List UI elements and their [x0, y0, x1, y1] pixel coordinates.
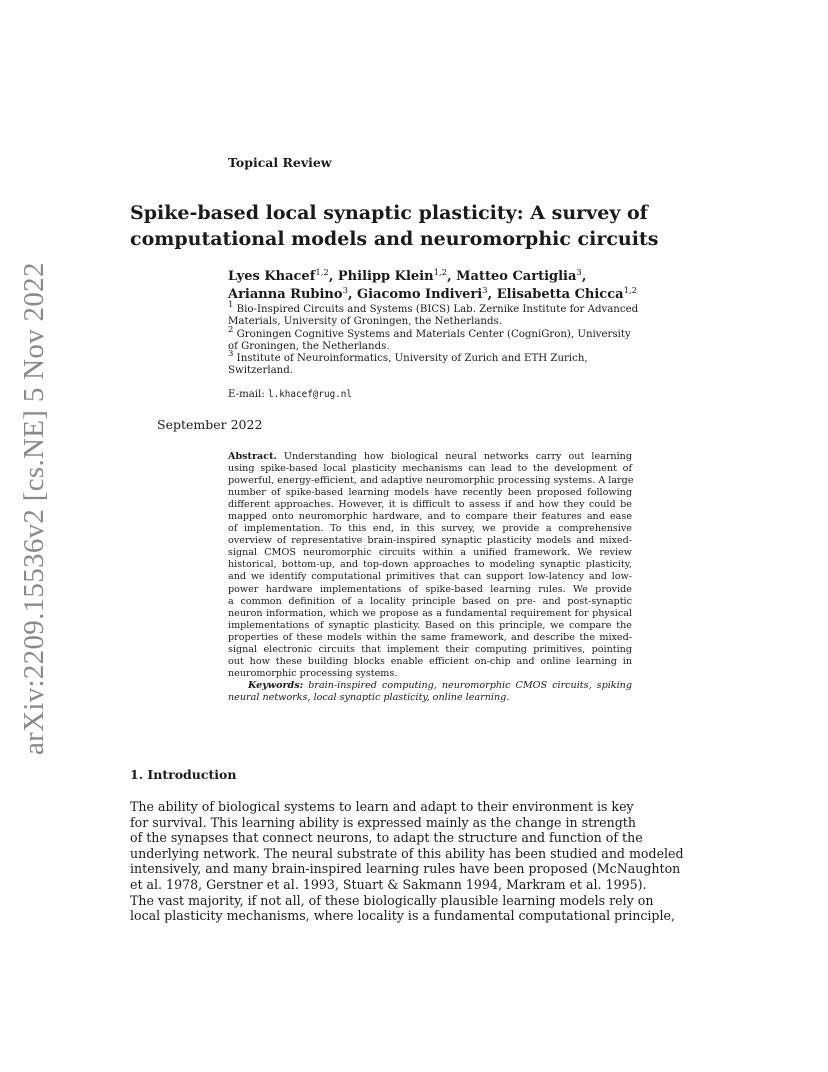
abstract	[228, 451, 632, 704]
abstract-line: different approaches. However, it is difficult to assess if and how they could be	[228, 499, 632, 511]
author-affiliation-marker: 3	[342, 286, 348, 296]
affiliation	[228, 349, 638, 378]
author-name: Elisabetta Chicca	[496, 287, 624, 302]
title-line: Spike-based local synaptic plasticity: A survey of	[130, 202, 648, 224]
title-line: computational models and neuromorphic circuits	[130, 228, 659, 250]
author-name: Lyes Khacef	[228, 269, 316, 284]
email-address[interactable]: l.khacef@rug.nl	[268, 389, 352, 400]
author-affiliation-marker: 3	[482, 286, 488, 296]
affiliation	[228, 300, 639, 329]
author-affiliation-marker: 1,2	[433, 268, 448, 278]
section-heading-introduction: 1. Introduction	[130, 767, 237, 782]
affiliation-list	[228, 300, 639, 378]
email-label: E-mail:	[228, 389, 265, 400]
affiliation-text: Groningen Cognitive Systems and Materials Center (CogniGron), University	[236, 328, 631, 340]
abstract-text: Understanding how biological neural networks carry out learning	[283, 451, 632, 462]
abstract-line: out how these building blocks enable efficient on-chip and online learning in	[228, 655, 632, 667]
affiliation-number: 2	[228, 324, 234, 335]
affiliation-number: 1	[228, 300, 234, 310]
author-name: Philipp Klein	[337, 269, 434, 284]
author-affiliation-marker: 3	[576, 268, 582, 278]
keywords-label: Keywords:	[248, 679, 304, 691]
article-type-label: Topical Review	[228, 155, 332, 170]
author-list	[228, 268, 637, 304]
abstract-line: implementations of synaptic plasticity. Based on this principle, we compare the	[228, 619, 632, 631]
introduction-paragraph	[130, 799, 684, 924]
abstract-label: Abstract.	[228, 451, 277, 462]
affiliation-text: Institute of Neuroinformatics, University of Zurich and ETH Zurich,	[236, 353, 588, 365]
body-line: underlying network. The neural substrate of this ability has been studied and modeled	[130, 845, 684, 861]
abstract-line: powerful, energy-efficient, and adaptive neuromorphic processing systems. A large	[228, 475, 634, 487]
body-line: local plasticity mechanisms, where locality is a fundamental computational principle,	[130, 908, 675, 924]
abstract-line: and we identify computational primitives that can support low-latency and low-	[228, 571, 632, 583]
author-name: Arianna Rubino	[228, 287, 343, 302]
author-separator: ,	[447, 269, 457, 284]
keywords-text: brain-inspired computing, neuromorphic CMOS circuits, spiking	[308, 679, 632, 691]
body-line: The ability of biological systems to learn and adapt to their environment is key	[130, 799, 634, 814]
author-separator: ,	[347, 287, 358, 302]
author-separator: ,	[581, 269, 587, 284]
affiliation-line	[228, 324, 638, 341]
affiliation-line: of Groningen, the Netherlands.	[228, 340, 390, 352]
paper-title	[130, 200, 690, 252]
contact-email	[228, 389, 352, 400]
abstract-line: signal CMOS neuromorphic circuits within a unified framework. We review	[228, 547, 632, 559]
abstract-line: using spike-based local plasticity mechanisms can lead to the development of	[228, 463, 632, 475]
author-name: Matteo Cartiglia	[456, 269, 577, 284]
abstract-line: power hardware implementations of spike-based learning rules. We provide	[228, 583, 632, 595]
body-line: for survival. This learning ability is expressed mainly as the change in strength	[130, 814, 636, 830]
abstract-line: signal electronic circuits that implement their computing primitives, pointing	[228, 643, 632, 655]
publication-date: September 2022	[157, 417, 263, 432]
author-name: Giacomo Indiveri	[357, 287, 483, 302]
body-line: intensively, and many brain-inspired learning rules have been proposed (McNaughton	[130, 861, 681, 877]
keywords-line	[228, 680, 632, 692]
abstract-line: a common definition of a locality principle based on pre- and post-synaptic	[228, 595, 632, 607]
affiliation-line	[228, 300, 639, 316]
abstract-line	[228, 451, 632, 463]
author-line	[228, 286, 637, 304]
author-affiliation-marker: 1,2	[623, 286, 638, 296]
affiliation-line: Switzerland.	[228, 365, 293, 377]
affiliation	[228, 324, 638, 354]
abstract-line: mapped onto neuromorphic hardware, and to compare their features and ease	[228, 511, 632, 523]
abstract-line: properties of these models within the same framework, and describe the mixed-	[228, 631, 632, 643]
author-separator: ,	[328, 269, 338, 284]
affiliation-number: 3	[228, 349, 234, 360]
author-separator: ,	[487, 287, 497, 302]
abstract-line: historical, bottom-up, and top-down approaches to modeling synaptic plasticity,	[228, 559, 632, 571]
abstract-line: neuron information, which we propose as a fundamental requirement for physical	[228, 607, 632, 619]
body-line: of the synapses that connect neurons, to adapt the structure and function of the	[130, 830, 643, 846]
body-line: et al. 1978, Gerstner et al. 1993, Stuart & Sakmann 1994, Markram et al. 1995).	[130, 876, 647, 892]
abstract-line: overview of representative brain-inspired synaptic plasticity models and mixed-	[228, 535, 632, 547]
affiliation-line	[228, 349, 638, 365]
keywords-line: neural networks, local synaptic plasticity, online learning.	[228, 691, 510, 703]
affiliation-text: Bio-Inspired Circuits and Systems (BICS) Lab. Zernike Institute for Advanced	[236, 304, 639, 315]
abstract-line: of implementation. To this end, in this survey, we provide a comprehensive	[228, 523, 632, 535]
body-line: The vast majority, if not all, of these biologically plausible learning models rely on	[130, 892, 654, 908]
author-line	[228, 268, 637, 286]
affiliation-line: Materials, University of Groningen, the Netherlands.	[228, 316, 502, 328]
arxiv-identifier: arXiv:2209.15536v2 [cs.NE] 5 Nov 2022	[18, 262, 50, 755]
author-affiliation-marker: 1,2	[315, 268, 329, 278]
abstract-line: neuromorphic processing systems.	[228, 667, 398, 679]
abstract-line: number of spike-based learning models have recently been proposed following	[228, 487, 632, 499]
